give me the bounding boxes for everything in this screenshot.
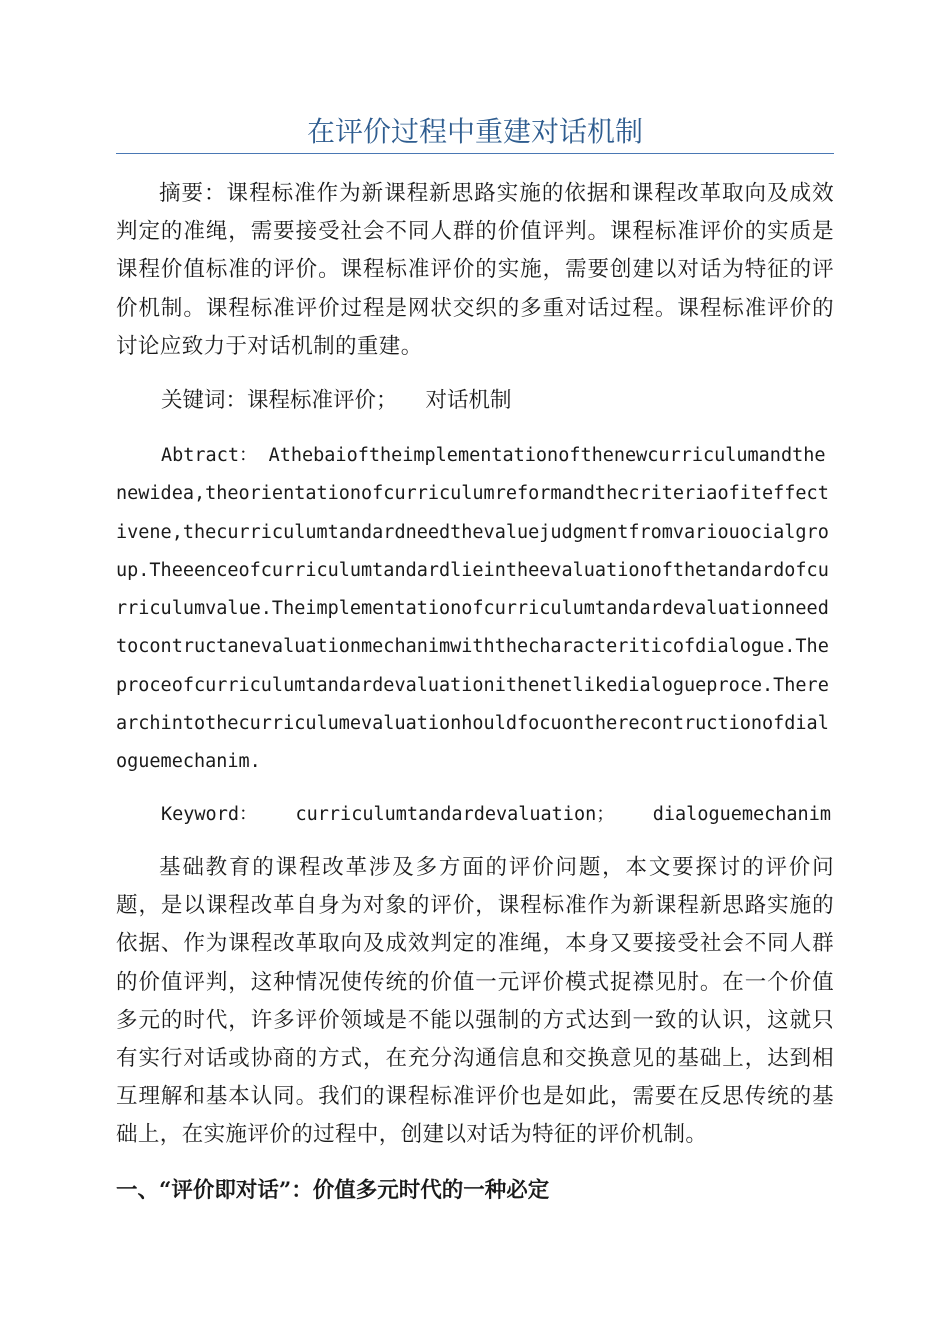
keywords-en-term1: curriculumtandardevaluation；: [295, 804, 615, 825]
keywords-zh-label: 关键词：课程标准评价；: [161, 388, 398, 413]
keywords-zh-term: 对话机制: [425, 388, 512, 413]
document-title: 在评价过程中重建对话机制: [306, 115, 643, 148]
body-paragraph: 基础教育的课程改革涉及多方面的评价问题，本文要探讨的评价问题，是以课程改革自身为对象的评价，课程标准作为新课程新思路实施的依据、作为课程改革取向及成效判定的准绳，本身又要接受社会不同人群的价值评判，这种情况使传统的价值一元评价模式捉襟见肘。在一个价值多元的时代，许多评价领域是不能以强制的方式达到一致的认识，这就只有实行对话或协商的方式，在充分沟通信息和交换意见的基础上，达到相互理解和基本认同。我们的课程标准评价也是如此，需要在反思传统的基础上，在实施评价的过程中，创建以对话为特征的评价机制。: [116, 855, 834, 1148]
keywords-zh: [116, 382, 834, 420]
keywords-en-label: Keyword：: [161, 804, 258, 825]
keywords-en: [161, 796, 831, 834]
section-heading: 一、“评价即对话”：价值多元时代的一种必定: [116, 1178, 550, 1203]
abstract-en: Abtract： Athebaioftheimplementationofthenewcurriculumandthenewidea,theorientationofcurriculumreformandthecriteriaofiteffectivene,thecurriculumtandardneedthevaluejudgmentfromvariouocialgroup.Theeenceofcurriculumtandardlieintheevaluationofthetandardofcurriculumvalue.Theimplementationofcurriculumtandardevaluationneedtocontructanevaluationmechanimwiththecharacteriticofdialogue.Theproceofcurriculumtandardevaluationithenetlikedialogueproce.Therearchintothecurriculumevaluationhouldfocuontherecontructionofdialoguemechanim.: [116, 445, 829, 773]
keywords-en-term2: dialoguemechanim: [652, 804, 831, 825]
title-underline: [116, 153, 834, 154]
abstract-zh: 摘要：课程标准作为新课程新思路实施的依据和课程改革取向及成效判定的准绳，需要接受社会不同人群的价值评判。课程标准评价的实质是课程价值标准的评价。课程标准评价的实施，需要创建以对话为特征的评价机制。课程标准评价过程是网状交织的多重对话过程。课程标准评价的讨论应致力于对话机制的重建。: [116, 181, 834, 359]
